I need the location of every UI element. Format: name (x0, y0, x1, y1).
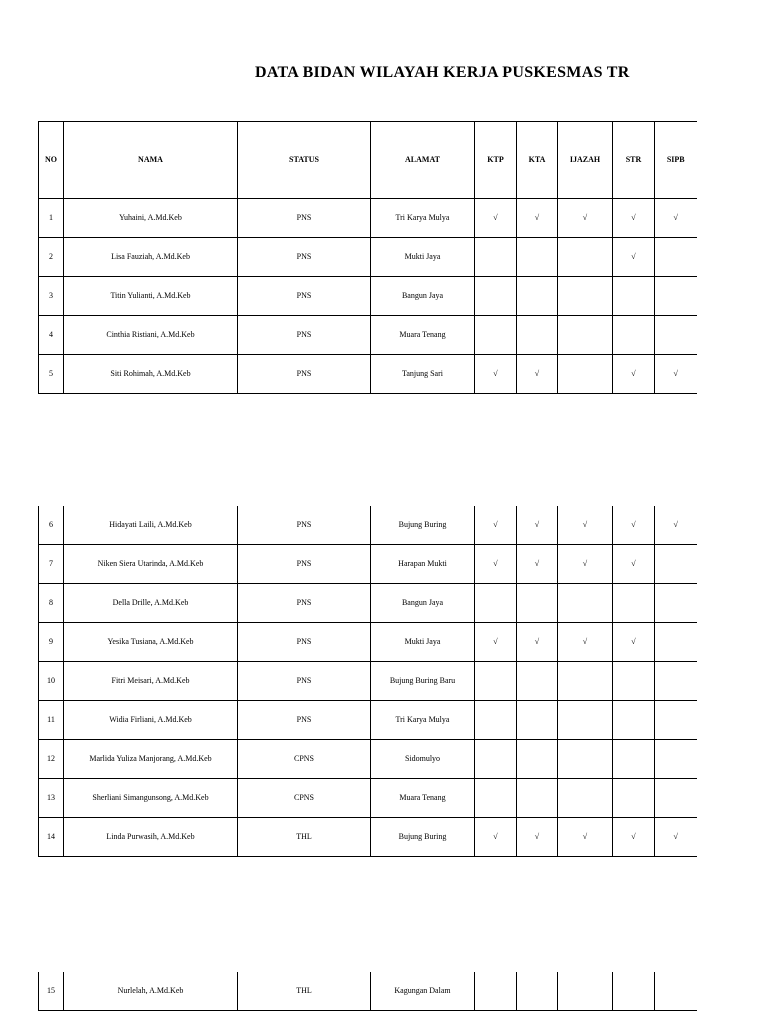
cell-no: 8 (39, 584, 64, 623)
cell-str (613, 972, 655, 1011)
bidan-table-part-3 (38, 972, 697, 1011)
cell-ktp: √ (475, 506, 517, 545)
cell-sipb (655, 238, 697, 277)
cell-no: 13 (39, 779, 64, 818)
cell-ktp: √ (475, 623, 517, 662)
cell-status: PNS (238, 506, 371, 545)
cell-sipb (655, 662, 697, 701)
cell-ijazah: √ (558, 545, 613, 584)
cell-ijazah (558, 355, 613, 394)
cell-nama: Yuhaini, A.Md.Keb (64, 199, 238, 238)
table-row (39, 701, 697, 740)
cell-status: PNS (238, 662, 371, 701)
cell-kta: √ (517, 818, 558, 857)
cell-str: √ (613, 199, 655, 238)
cell-sipb: √ (655, 506, 697, 545)
cell-no: 1 (39, 199, 64, 238)
cell-alamat: Mukti Jaya (371, 623, 475, 662)
table-row (39, 238, 697, 277)
cell-ijazah: √ (558, 506, 613, 545)
cell-nama: Fitri Meisari, A.Md.Keb (64, 662, 238, 701)
cell-sipb (655, 740, 697, 779)
cell-alamat: Sidomulyo (371, 740, 475, 779)
cell-nama: Niken Siera Utarinda, A.Md.Keb (64, 545, 238, 584)
table-row (39, 623, 697, 662)
cell-nama: Widia Firliani, A.Md.Keb (64, 701, 238, 740)
table-row (39, 545, 697, 584)
cell-kta (517, 238, 558, 277)
cell-ijazah (558, 740, 613, 779)
cell-nama: Hidayati Laili, A.Md.Keb (64, 506, 238, 545)
cell-kta (517, 701, 558, 740)
cell-status: PNS (238, 355, 371, 394)
cell-alamat: Bujung Buring (371, 506, 475, 545)
cell-kta (517, 662, 558, 701)
header-sipb: SIPB (655, 122, 697, 199)
cell-kta (517, 740, 558, 779)
cell-alamat: Kagungan Dalam (371, 972, 475, 1011)
cell-kta (517, 584, 558, 623)
cell-no: 15 (39, 972, 64, 1011)
cell-ijazah (558, 584, 613, 623)
cell-sipb (655, 623, 697, 662)
cell-str: √ (613, 506, 655, 545)
cell-nama: Siti Rohimah, A.Md.Keb (64, 355, 238, 394)
cell-kta: √ (517, 506, 558, 545)
cell-nama: Linda Purwasih, A.Md.Keb (64, 818, 238, 857)
cell-sipb (655, 972, 697, 1011)
cell-no: 5 (39, 355, 64, 394)
table-row (39, 972, 697, 1011)
cell-alamat: Bangun Jaya (371, 584, 475, 623)
cell-nama: Nurlelah, A.Md.Keb (64, 972, 238, 1011)
cell-sipb (655, 584, 697, 623)
cell-ijazah (558, 701, 613, 740)
cell-ktp (475, 584, 517, 623)
cell-ijazah: √ (558, 199, 613, 238)
cell-status: PNS (238, 584, 371, 623)
header-status: STATUS (238, 122, 371, 199)
cell-ktp (475, 238, 517, 277)
cell-ktp (475, 779, 517, 818)
cell-status: PNS (238, 199, 371, 238)
document-title: DATA BIDAN WILAYAH KERJA PUSKESMAS TR (255, 64, 630, 81)
cell-nama: Yesika Tusiana, A.Md.Keb (64, 623, 238, 662)
cell-ijazah (558, 662, 613, 701)
cell-status: THL (238, 818, 371, 857)
header-str: STR (613, 122, 655, 199)
header-nama: NAMA (64, 122, 238, 199)
cell-ijazah: √ (558, 623, 613, 662)
cell-ktp (475, 277, 517, 316)
cell-status: CPNS (238, 740, 371, 779)
cell-ijazah (558, 972, 613, 1011)
cell-no: 14 (39, 818, 64, 857)
cell-no: 6 (39, 506, 64, 545)
cell-ktp (475, 740, 517, 779)
header-ktp: KTP (475, 122, 517, 199)
cell-no: 9 (39, 623, 64, 662)
cell-sipb (655, 316, 697, 355)
cell-status: PNS (238, 277, 371, 316)
cell-ijazah: √ (558, 818, 613, 857)
cell-ktp: √ (475, 355, 517, 394)
cell-str: √ (613, 355, 655, 394)
cell-str: √ (613, 238, 655, 277)
cell-ijazah (558, 277, 613, 316)
table-row (39, 277, 697, 316)
table-row (39, 584, 697, 623)
cell-alamat: Bangun Jaya (371, 277, 475, 316)
cell-ijazah (558, 238, 613, 277)
cell-str: √ (613, 545, 655, 584)
cell-alamat: Bujung Buring Baru (371, 662, 475, 701)
cell-nama: Cinthia Ristiani, A.Md.Keb (64, 316, 238, 355)
cell-alamat: Tri Karya Mulya (371, 199, 475, 238)
cell-status: PNS (238, 545, 371, 584)
cell-alamat: Muara Tenang (371, 316, 475, 355)
cell-nama: Titin Yulianti, A.Md.Keb (64, 277, 238, 316)
table-row (39, 662, 697, 701)
cell-no: 3 (39, 277, 64, 316)
cell-no: 4 (39, 316, 64, 355)
header-kta: KTA (517, 122, 558, 199)
table-row (39, 199, 697, 238)
cell-str (613, 740, 655, 779)
cell-no: 11 (39, 701, 64, 740)
cell-sipb (655, 779, 697, 818)
cell-no: 10 (39, 662, 64, 701)
cell-kta: √ (517, 355, 558, 394)
cell-sipb: √ (655, 199, 697, 238)
cell-status: PNS (238, 623, 371, 662)
table-row (39, 316, 697, 355)
cell-ijazah (558, 316, 613, 355)
cell-kta (517, 972, 558, 1011)
cell-nama: Lisa Fauziah, A.Md.Keb (64, 238, 238, 277)
bidan-table-part-2 (38, 506, 697, 857)
cell-sipb (655, 545, 697, 584)
cell-str (613, 316, 655, 355)
cell-no: 2 (39, 238, 64, 277)
cell-str (613, 584, 655, 623)
cell-str (613, 277, 655, 316)
table-header-row (39, 122, 697, 199)
cell-ktp: √ (475, 199, 517, 238)
cell-nama: Marlida Yuliza Manjorang, A.Md.Keb (64, 740, 238, 779)
cell-alamat: Tanjung Sari (371, 355, 475, 394)
cell-status: PNS (238, 316, 371, 355)
header-no: NO (39, 122, 64, 199)
cell-status: PNS (238, 238, 371, 277)
cell-ktp: √ (475, 818, 517, 857)
table-row (39, 740, 697, 779)
cell-alamat: Mukti Jaya (371, 238, 475, 277)
cell-status: CPNS (238, 779, 371, 818)
header-ijazah: IJAZAH (558, 122, 613, 199)
table-row (39, 779, 697, 818)
cell-alamat: Muara Tenang (371, 779, 475, 818)
cell-no: 7 (39, 545, 64, 584)
cell-kta: √ (517, 623, 558, 662)
cell-str (613, 701, 655, 740)
cell-alamat: Tri Karya Mulya (371, 701, 475, 740)
cell-str (613, 662, 655, 701)
header-alamat: ALAMAT (371, 122, 475, 199)
cell-alamat: Bujung Buring (371, 818, 475, 857)
cell-status: THL (238, 972, 371, 1011)
cell-status: PNS (238, 701, 371, 740)
cell-ktp: √ (475, 545, 517, 584)
cell-str (613, 779, 655, 818)
cell-ktp (475, 662, 517, 701)
cell-str: √ (613, 818, 655, 857)
table-row (39, 355, 697, 394)
cell-ktp (475, 316, 517, 355)
cell-kta (517, 277, 558, 316)
cell-sipb: √ (655, 818, 697, 857)
cell-kta (517, 779, 558, 818)
cell-kta: √ (517, 199, 558, 238)
cell-ijazah (558, 779, 613, 818)
cell-no: 12 (39, 740, 64, 779)
table-row (39, 506, 697, 545)
cell-alamat: Harapan Mukti (371, 545, 475, 584)
cell-sipb: √ (655, 355, 697, 394)
cell-ktp (475, 701, 517, 740)
cell-kta: √ (517, 545, 558, 584)
bidan-table-part-1 (38, 121, 697, 394)
cell-kta (517, 316, 558, 355)
cell-str: √ (613, 623, 655, 662)
table-row (39, 818, 697, 857)
cell-ktp (475, 972, 517, 1011)
cell-nama: Della Drille, A.Md.Keb (64, 584, 238, 623)
cell-sipb (655, 277, 697, 316)
cell-sipb (655, 701, 697, 740)
cell-nama: Sherliani Simangunsong, A.Md.Keb (64, 779, 238, 818)
